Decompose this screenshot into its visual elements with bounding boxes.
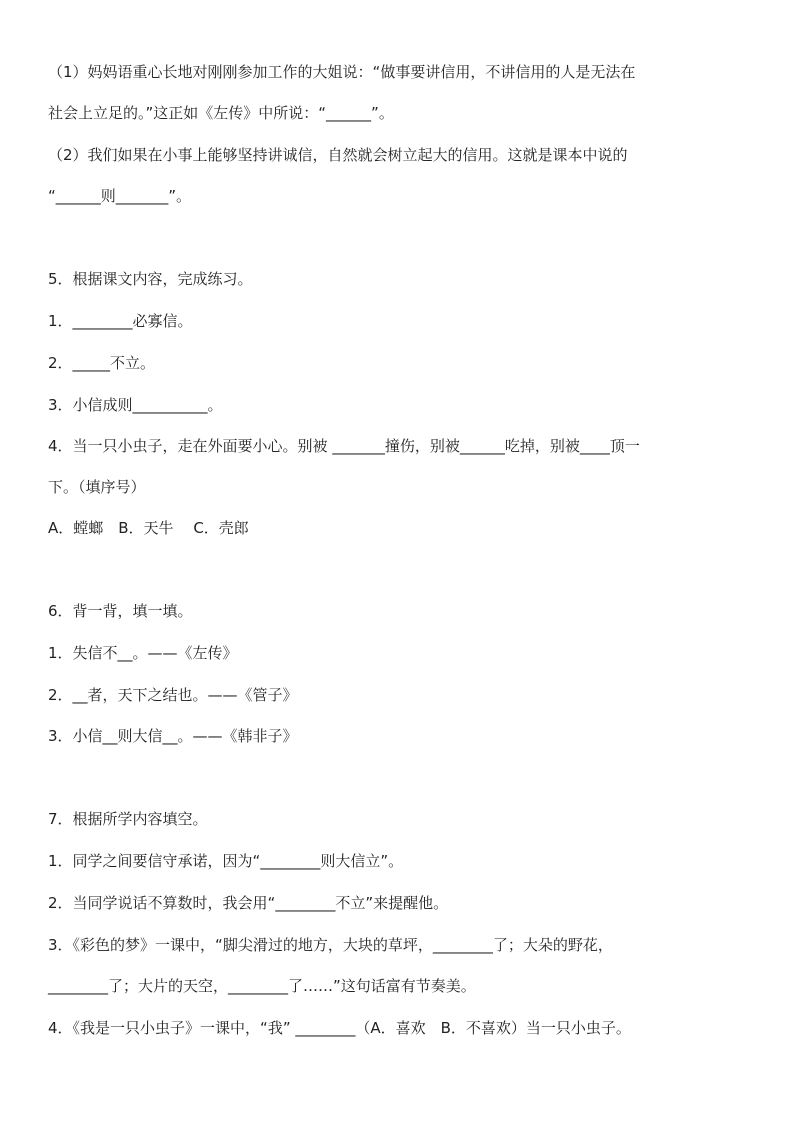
q7-item4: 4．《我是一只小虫子》一课中，“我” ________（A．喜欢 B．不喜欢）当一只小虫子。 [48,1019,631,1037]
q6-item2: 2．__者，天下之结也。——《管子》 [48,686,298,704]
q7-item1: 1．同学之间要信守承诺，因为“________则大信立”。 [48,852,404,870]
q7-item2: 2．当同学说话不算数时，我会用“________不立”来提醒他。 [48,894,449,912]
q5-item2: 2．_____不立。 [48,354,156,372]
q5-item3: 3．小信成则__________。 [48,396,223,414]
q4-item2-line1: （2）我们如果在小事上能够坚持讲诚信，自然就会树立起大的信用。这就是课本中说的 [48,146,628,164]
q4-item1-line1: （1）妈妈语重心长地对刚刚参加工作的大姐说：“做事要讲信用，不讲信用的人是无法在 [48,63,636,81]
q5-item4-line1: 4．当一只小虫子，走在外面要小心。别被 _______撞伤，别被______吃掉，别被____顶一 [48,437,640,455]
q5-item1: 1．________必寡信。 [48,312,193,330]
q7-item3-line2: ________了；大片的天空，________了……”这句话富有节奏美。 [48,977,476,995]
q5-item4-line2: 下。（填序号） [48,478,146,496]
q6-heading: 6．背一背，填一填。 [48,602,193,620]
q6-item1: 1．失信不__。——《左传》 [48,644,238,662]
q4-item1-line2: 社会上立足的。”这正如《左传》中所说：“______”。 [48,104,394,122]
q6-item3: 3．小信__则大信__。——《韩非子》 [48,727,298,745]
q7-item3-line1: 3．《彩色的梦》一课中，“脚尖滑过的地方，大块的草坪，________了；大朵的野花， [48,936,613,954]
q5-heading: 5．根据课文内容，完成练习。 [48,270,253,288]
q5-options: A．螳螂 B．天牛 C．壳郎 [48,519,249,537]
q4-item2-line2: “______则_______”。 [48,187,192,205]
q7-heading: 7．根据所学内容填空。 [48,810,208,828]
